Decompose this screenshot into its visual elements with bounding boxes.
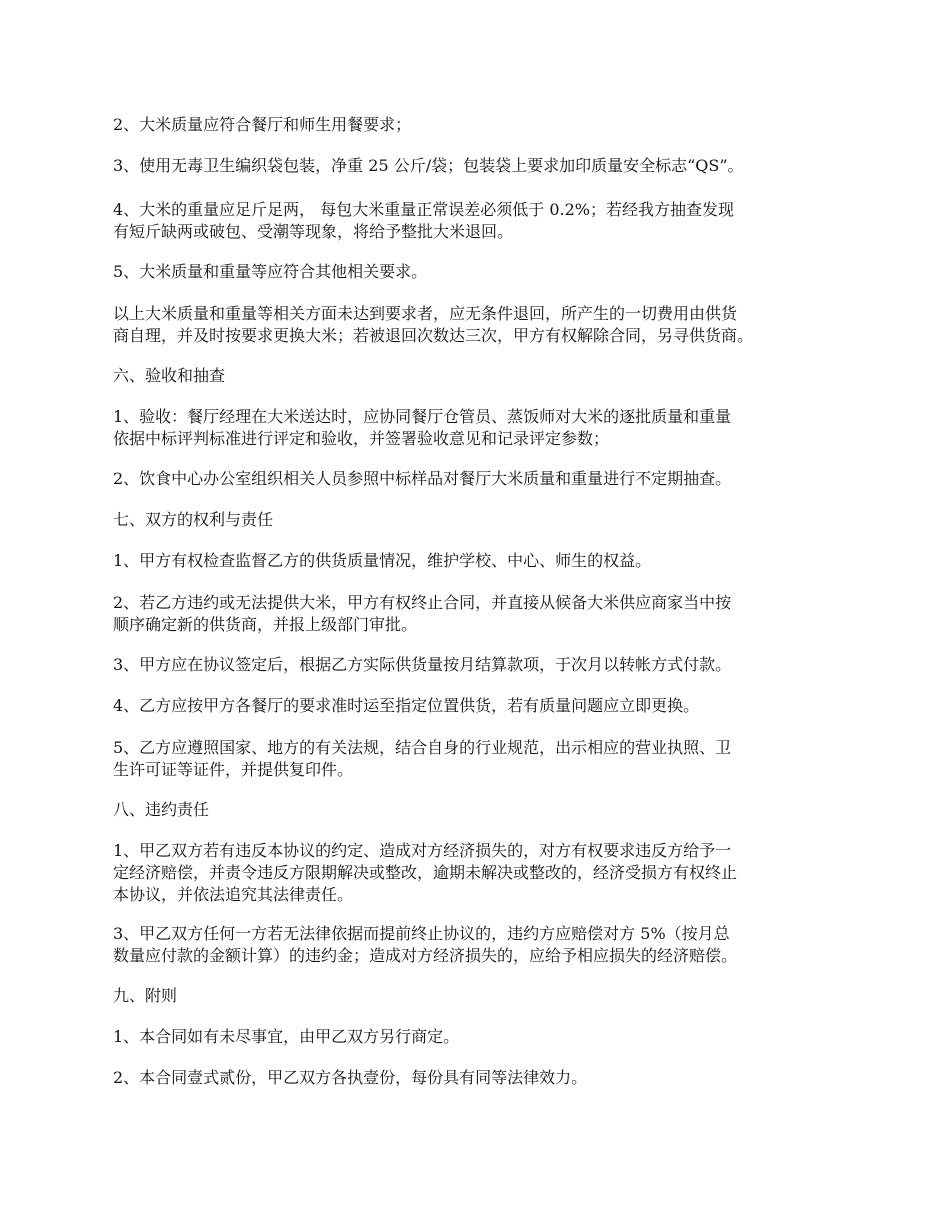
text-line: 3、甲乙双方任何一方若无法律依据而提前终止协议的，违约方应赔偿对方 5%（按月总 bbox=[113, 924, 730, 943]
text-line: 七、双方的权利与责任 bbox=[113, 510, 274, 529]
section-heading bbox=[113, 509, 853, 531]
text-line: 2、大米质量应符合餐厅和师生用餐要求； bbox=[113, 115, 412, 134]
text-line: 八、违约责任 bbox=[113, 800, 210, 819]
text-line: 4、大米的重量应足斤足两， 每包大米重量正常误差必须低于 0.2%；若经我方抽查发现 bbox=[113, 200, 735, 219]
paragraph bbox=[113, 840, 853, 906]
text-line: 5、大米质量和重量等应符合其他相关要求。 bbox=[113, 262, 428, 281]
paragraph bbox=[113, 1026, 853, 1048]
text-line: 1、验收：餐厅经理在大米送达时，应协同餐厅仓管员、蒸饭师对大米的逐批质量和重量 bbox=[113, 407, 732, 426]
text-line: 1、甲方有权检查监督乙方的供货质量情况，维护学校、中心、师生的权益。 bbox=[113, 551, 652, 570]
text-line: 有短斤缺两或破包、受潮等现象，将给予整批大米退回。 bbox=[113, 222, 514, 241]
section-heading bbox=[113, 985, 853, 1007]
text-line: 以上大米质量和重量等相关方面未达到要求者，应无条件退回，所产生的一切费用由供货 bbox=[113, 304, 738, 323]
text-line: 六、验收和抽查 bbox=[113, 366, 226, 385]
paragraph bbox=[113, 550, 853, 572]
paragraph bbox=[113, 654, 853, 676]
paragraph bbox=[113, 923, 853, 967]
text-line: 1、甲乙双方若有违反本协议的约定、造成对方经济损失的，对方有权要求违反方给予一 bbox=[113, 841, 732, 860]
paragraph bbox=[113, 592, 853, 636]
text-line: 九、附则 bbox=[113, 986, 178, 1005]
text-line: 5、乙方应遵照国家、地方的有关法规，结合自身的行业规范，出示相应的营业执照、卫 bbox=[113, 738, 732, 757]
paragraph bbox=[113, 468, 853, 490]
text-line: 顺序确定新的供货商，并报上级部门审批。 bbox=[113, 615, 418, 634]
text-line: 1、本合同如有未尽事宜，由甲乙双方另行商定。 bbox=[113, 1027, 460, 1046]
text-line: 商自理，并及时按要求更换大米；若被退回次数达三次，甲方有权解除合同，另寻供货商。 bbox=[113, 326, 754, 345]
paragraph bbox=[113, 303, 853, 347]
text-line: 定经济赔偿，并责令违反方限期解决或整改，逾期未解决或整改的，经济受损方有权终止 bbox=[113, 863, 738, 882]
text-line: 3、使用无毒卫生编织袋包装，净重 25 公斤/袋；包装袋上要求加印质量安全标志“QS”。 bbox=[113, 156, 744, 175]
section-heading bbox=[113, 799, 853, 821]
text-line: 4、乙方应按甲方各餐厅的要求准时运至指定位置供货，若有质量问题应立即更换。 bbox=[113, 696, 700, 715]
paragraph bbox=[113, 155, 853, 177]
paragraph bbox=[113, 406, 853, 450]
text-line: 本协议，并依法追究其法律责任。 bbox=[113, 885, 354, 904]
paragraph bbox=[113, 1067, 853, 1089]
paragraph bbox=[113, 114, 853, 136]
paragraph bbox=[113, 199, 853, 243]
text-line: 生许可证等证件，并提供复印件。 bbox=[113, 760, 354, 779]
paragraph bbox=[113, 261, 853, 283]
text-line: 2、本合同壹式贰份，甲乙双方各执壹份，每份具有同等法律效力。 bbox=[113, 1068, 588, 1087]
text-line: 数量应付款的金额计算）的违约金；造成对方经济损失的，应给予相应损失的经济赔偿。 bbox=[113, 946, 738, 965]
text-line: 2、若乙方违约或无法提供大米，甲方有权终止合同，并直接从候备大米供应商家当中按 bbox=[113, 593, 732, 612]
paragraph bbox=[113, 695, 853, 717]
section-heading bbox=[113, 365, 853, 387]
paragraph bbox=[113, 737, 853, 781]
text-line: 3、甲方应在协议签定后，根据乙方实际供货量按月结算款项，于次月以转帐方式付款。 bbox=[113, 655, 732, 674]
text-line: 依据中标评判标准进行评定和验收，并签署验收意见和记录评定参数； bbox=[113, 429, 610, 448]
text-line: 2、饮食中心办公室组织相关人员参照中标样品对餐厅大米质量和重量进行不定期抽查。 bbox=[113, 469, 732, 488]
